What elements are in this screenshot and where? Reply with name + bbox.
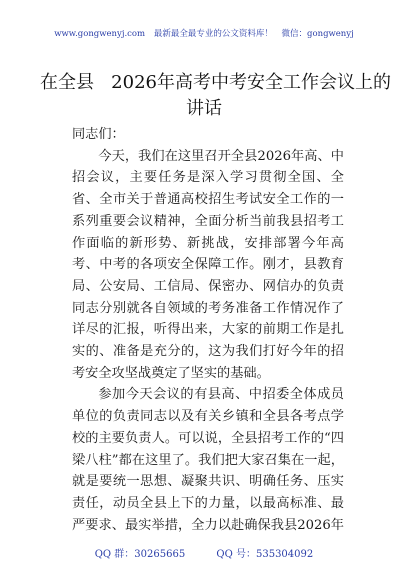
paragraph: 参加今天会议的有县高、中招委全体成员单位的负责同志以及有关乡镇和全县各考点学校的主要负责人。可以说，全县招考工作的“四梁八柱”都在这里了。我们把大家召集在一起，就是要统一思想、凝聚共识、明确任务、压实责任，动员全县上下的力量，以最高标准、最严要求、最实举措，全力以赴确保我县2026年 [72, 387, 344, 533]
title-line-1: 在全县 2026年高考中考安全工作会议上的 [40, 72, 391, 93]
site-slogan: 最新最全最专业的公文资料库！ [153, 29, 273, 39]
qq-number: QQ 号：535304092 [216, 549, 314, 560]
paragraph: 今天，我们在这里召开全县2026年高、中招会议，主要任务是深入学习贯彻全国、全省、全市关于普通高校招生考试安全工作的一系列重要会议精神，全面分析当前我县招考工作面临的新形势、新挑战，安排部署今年高考、中考的各项安全保障工作。刚才，县教育局、公安局、工信局、保密办、网信办的负责同志分别就各自领域的考务准备工作情况作了详尽的汇报，听得出来，大家的前期工作是扎实的、准备是充分的，这为我们打好今年的招考安全攻坚战奠定了坚实的基础。 [72, 148, 344, 381]
salutation: 同志们： [72, 127, 125, 142]
title-line-2: 讲话 [186, 98, 222, 119]
site-url-link[interactable]: www.gongwenyj.com [54, 29, 146, 39]
qq-group: QQ 群：30265665 [94, 549, 186, 560]
site-header [0, 27, 408, 39]
document-title [40, 70, 391, 122]
wechat-id: 微信：gongwenyj [281, 29, 354, 39]
site-footer [0, 545, 408, 560]
document-body [72, 124, 344, 534]
